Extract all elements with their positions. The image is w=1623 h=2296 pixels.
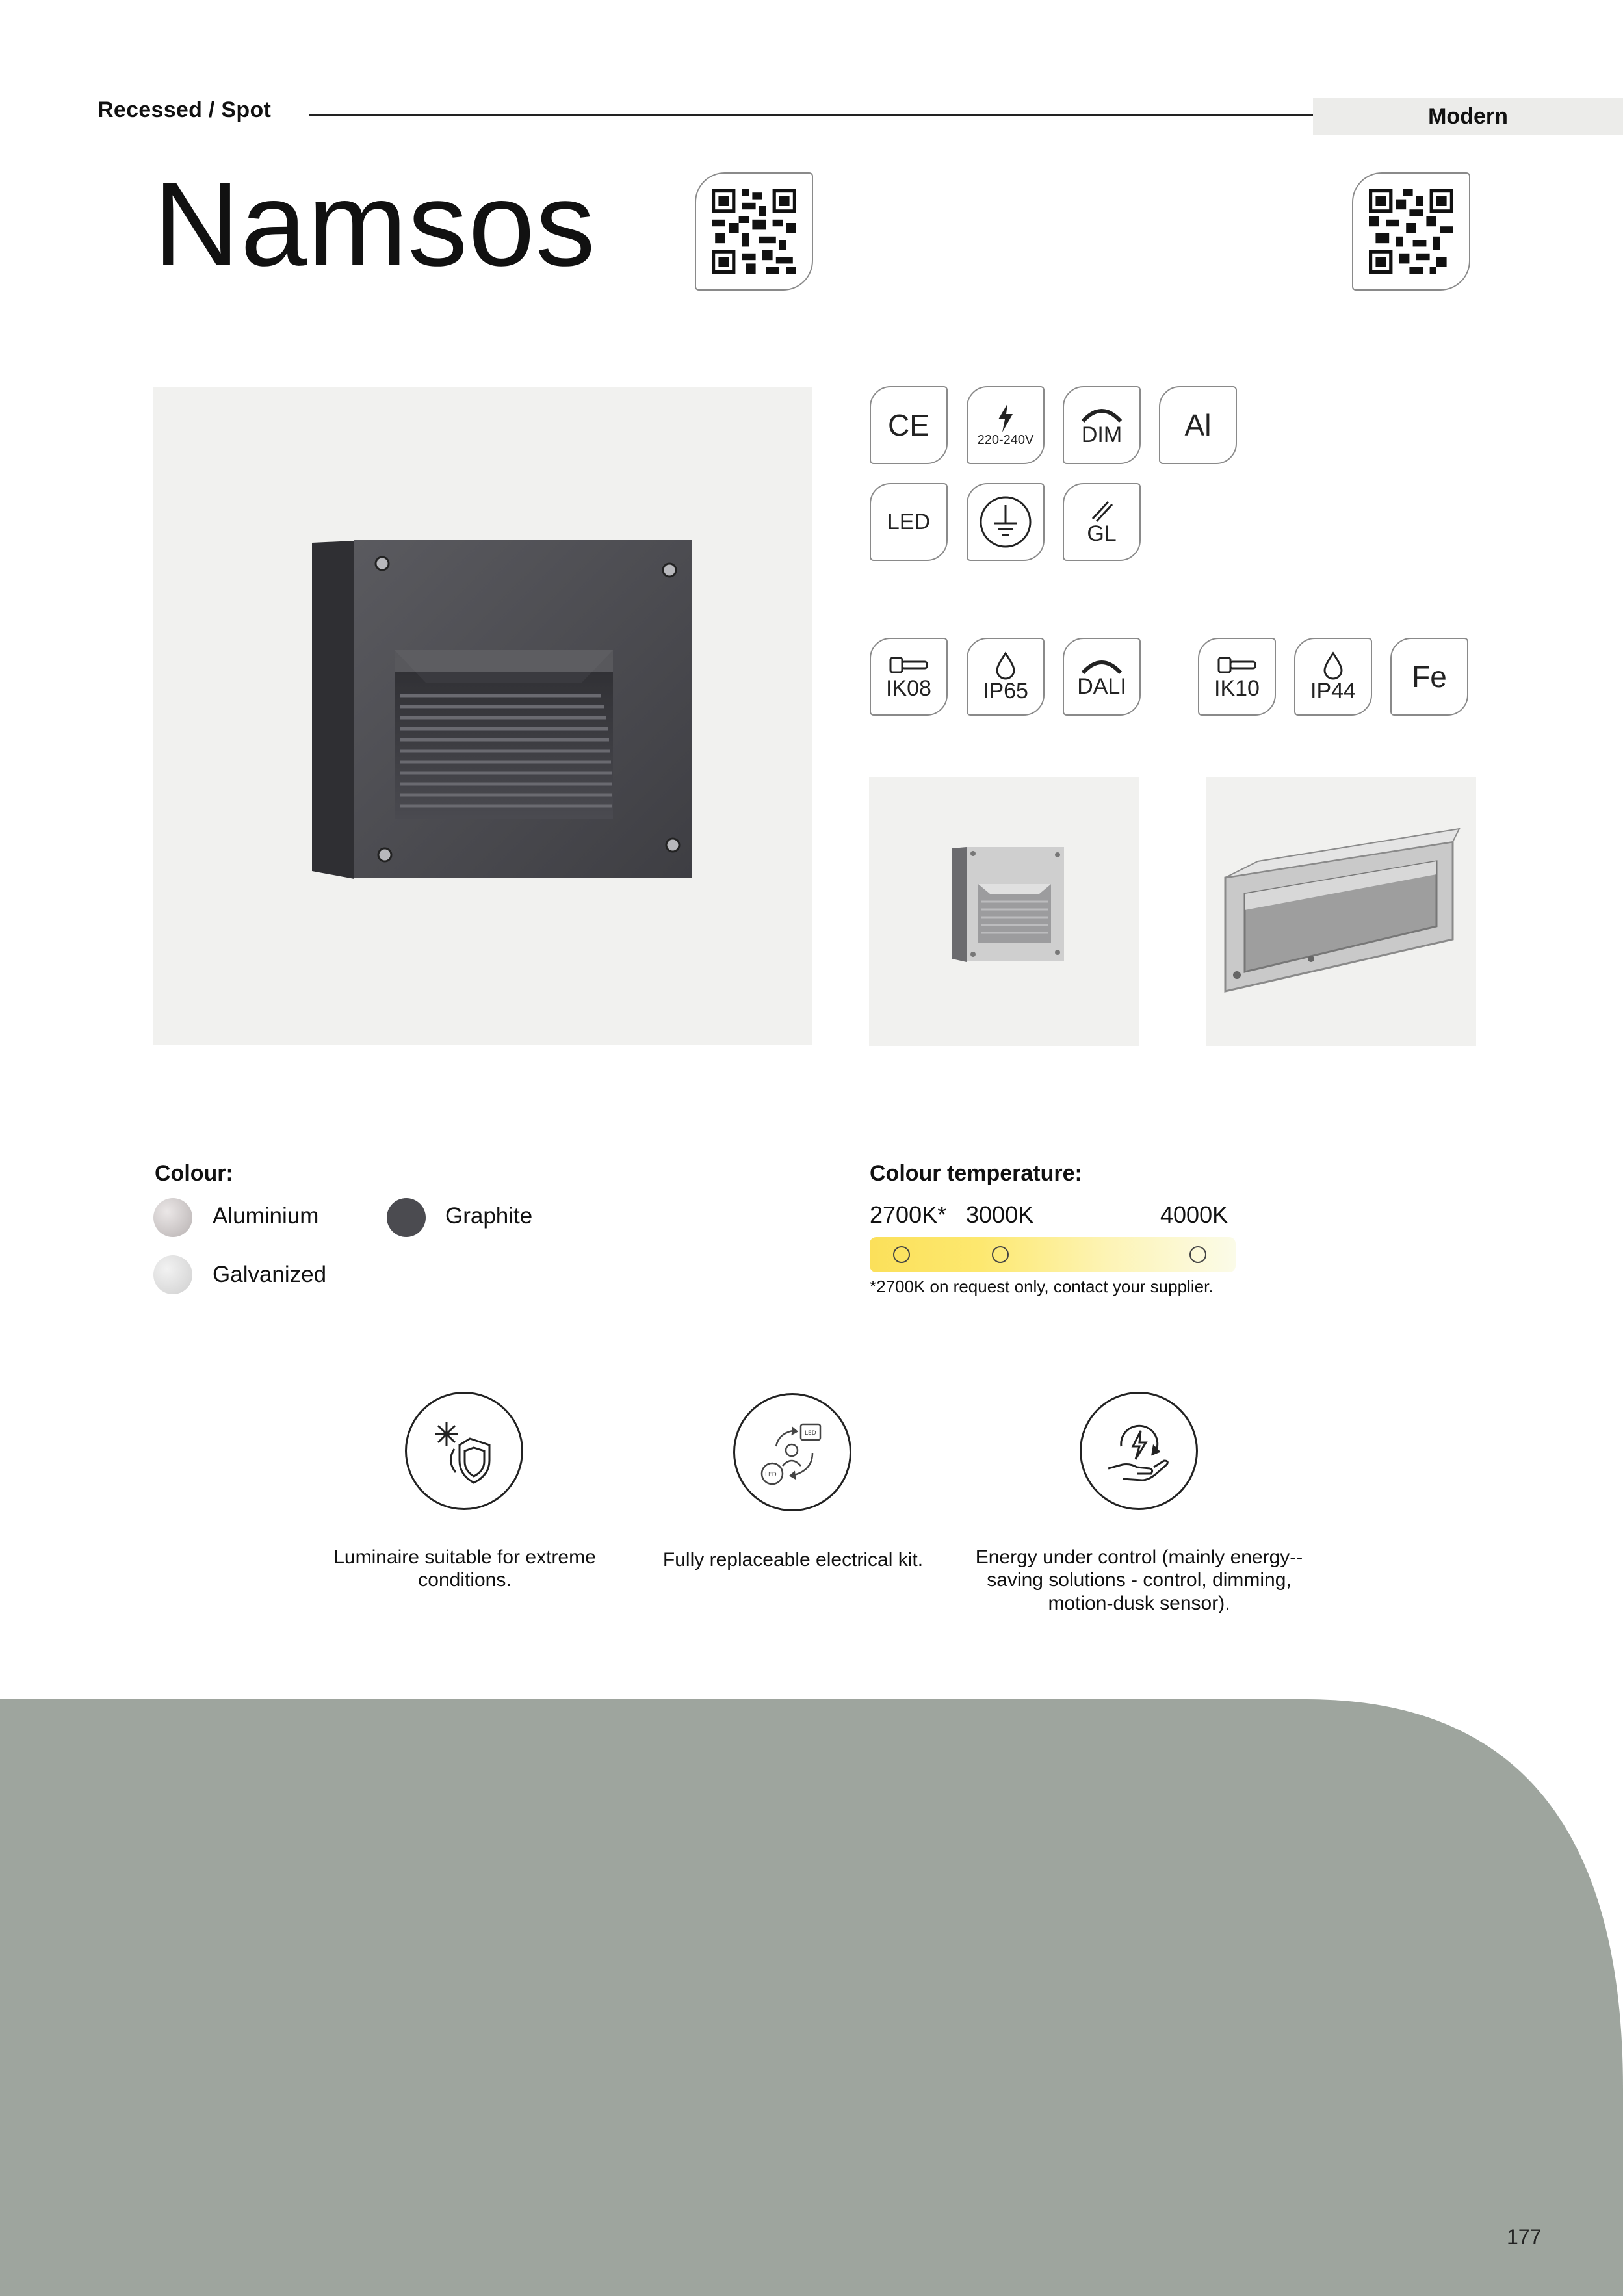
recessed-light-aluminium-illustration [869,777,1139,1046]
gl-badge [1063,483,1141,561]
fe-label: Fe [1412,660,1447,694]
qr-code-icon [1369,189,1453,274]
ct-marker-4000k[interactable] [1189,1246,1206,1263]
colour-swatch-graphite[interactable] [387,1198,426,1237]
product-thumbnail-galvanized[interactable] [1206,777,1476,1046]
energy-hand-icon [1097,1409,1181,1493]
earth-badge [967,483,1045,561]
al-badge [1159,386,1237,464]
svg-text:LED: LED [805,1430,816,1437]
qr-code-icon [712,189,796,274]
fe-badge [1390,638,1468,716]
glass-icon [1089,499,1115,523]
colour-swatch-aluminium[interactable] [153,1198,192,1237]
ip44-badge [1294,638,1372,716]
al-label: Al [1184,408,1212,442]
ct-marker-2700k[interactable] [893,1246,910,1263]
hammer-icon [888,654,929,677]
product-thumbnail-aluminium[interactable] [869,777,1139,1046]
page-number: 177 [1507,2225,1542,2249]
qr-code-right[interactable] [1352,172,1470,291]
lightning-icon [996,404,1015,432]
ik10-badge [1198,638,1276,716]
water-drop-icon [994,651,1017,680]
earth-ground-icon [978,495,1033,549]
water-drop-icon [1322,651,1344,680]
dim-badge [1063,386,1141,464]
ip44-label: IP44 [1310,679,1356,703]
footer-background [0,1699,1623,2296]
svg-text:LED: LED [765,1472,777,1478]
qr-code-left[interactable] [695,172,813,291]
ik08-badge [870,638,948,716]
colour-heading: Colour: [155,1161,233,1186]
dali-badge [1063,638,1141,716]
colour-temperature-heading: Colour temperature: [870,1161,1082,1186]
feature-text-energy-control: Energy under control (mainly energy--saving solutions - control, dimming, motion-dusk sensor). [975,1546,1303,1614]
ct-value-4000k: 4000K [1160,1201,1228,1228]
ip65-label: IP65 [983,679,1028,703]
feature-extreme-conditions [405,1392,523,1510]
footer-curve-shape [0,1699,1623,2296]
recessed-light-graphite-illustration [153,387,812,1045]
ik10-label: IK10 [1214,676,1260,701]
voltage-label: 220-240V [977,433,1034,447]
colour-label-graphite: Graphite [445,1203,533,1229]
ct-value-3000k: 3000K [966,1201,1034,1228]
colour-swatch-galvanized[interactable] [153,1255,192,1294]
snowflake-shield-icon [422,1409,506,1493]
ce-badge [870,386,948,464]
gl-label: GL [1087,521,1117,546]
led-badge [870,483,948,561]
colour-label-galvanized: Galvanized [213,1262,327,1287]
feature-text-replaceable-kit: Fully replaceable electrical kit. [662,1549,924,1571]
colour-temperature-note: *2700K on request only, contact your supplier. [870,1277,1214,1296]
replaceable-kit-icon [750,1410,835,1494]
voltage-badge [967,386,1045,464]
ct-marker-3000k[interactable] [992,1246,1009,1263]
style-tag: Modern [1313,98,1623,135]
product-title: Namsos [153,157,596,291]
recessed-box-galvanized-illustration [1206,777,1476,1046]
ce-label: CE [888,408,929,442]
ik08-label: IK08 [886,676,931,701]
dim-arc-icon [1079,404,1124,424]
ip65-badge [967,638,1045,716]
hammer-icon [1216,654,1258,677]
header-divider [309,114,1313,116]
dali-label: DALI [1077,674,1126,699]
ct-value-2700k: 2700K* [870,1201,947,1228]
feature-energy-control [1080,1392,1198,1510]
led-label: LED [887,510,931,534]
product-main-image [153,387,812,1045]
feature-replaceable-kit [733,1393,851,1511]
feature-text-extreme-conditions: Luminaire suitable for extreme conditions. [333,1546,596,1591]
dim-label: DIM [1081,423,1123,447]
category-label: Recessed / Spot [97,98,272,122]
dali-arc-icon [1079,656,1124,675]
colour-label-aluminium: Aluminium [213,1203,319,1229]
colour-temperature-bar [870,1237,1236,1272]
